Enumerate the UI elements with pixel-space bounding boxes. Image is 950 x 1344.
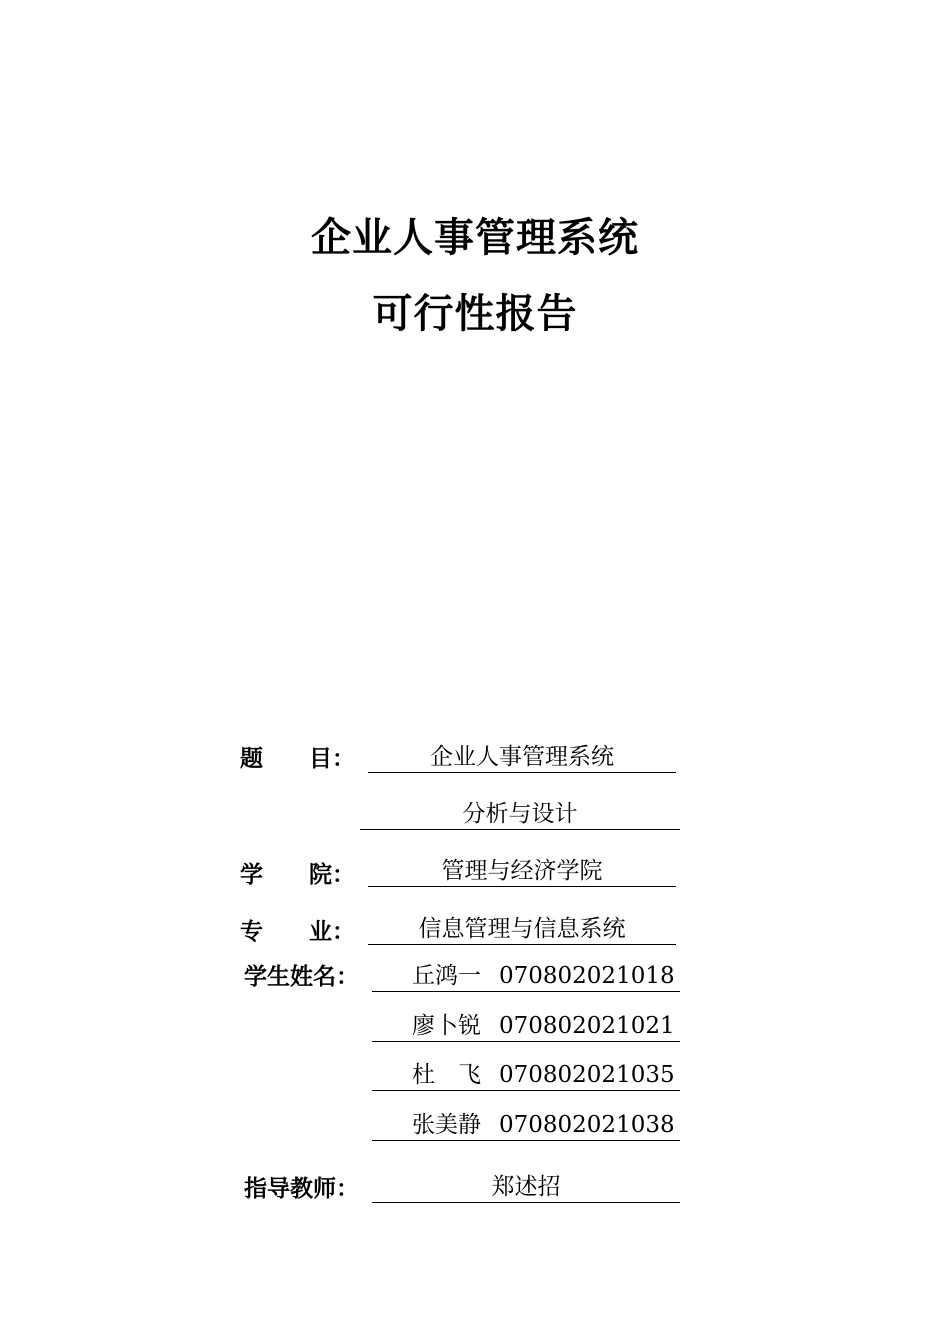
major-label: 专 业： bbox=[240, 919, 355, 945]
major-value-line bbox=[368, 914, 676, 945]
student-id: 070802021018 bbox=[499, 963, 675, 989]
document-title-line-2: 可行性报告 bbox=[372, 291, 578, 337]
college-label: 学 院： bbox=[240, 862, 355, 888]
advisor-value-line bbox=[372, 1172, 680, 1203]
student-id: 070802021035 bbox=[499, 1062, 675, 1088]
topic-value-line-1 bbox=[368, 742, 676, 773]
student-name: 杜 飞 bbox=[412, 1062, 481, 1088]
advisor-label: 指导教师： bbox=[244, 1176, 359, 1202]
student-row bbox=[372, 1011, 680, 1042]
student-id: 070802021038 bbox=[499, 1112, 675, 1138]
student-row bbox=[372, 961, 680, 992]
student-name: 廖卜锐 bbox=[412, 1013, 481, 1039]
students-label: 学生姓名： bbox=[244, 964, 359, 990]
student-row bbox=[372, 1110, 680, 1141]
college-value-line bbox=[368, 856, 676, 887]
college-value-text: 管理与经济学院 bbox=[441, 858, 603, 884]
topic-value-line-2 bbox=[360, 799, 680, 830]
student-name: 张美静 bbox=[412, 1112, 481, 1138]
major-value-text: 信息管理与信息系统 bbox=[418, 916, 626, 942]
advisor-value-text: 郑述招 bbox=[491, 1174, 561, 1200]
student-row bbox=[372, 1060, 680, 1091]
student-id: 070802021021 bbox=[499, 1013, 675, 1039]
document-title-line-1: 企业人事管理系统 bbox=[311, 215, 639, 261]
topic-label: 题 目： bbox=[240, 746, 355, 772]
topic-value-text-2: 分析与设计 bbox=[462, 801, 578, 827]
student-name: 丘鸿一 bbox=[412, 963, 481, 989]
topic-value-text-1: 企业人事管理系统 bbox=[430, 744, 614, 770]
